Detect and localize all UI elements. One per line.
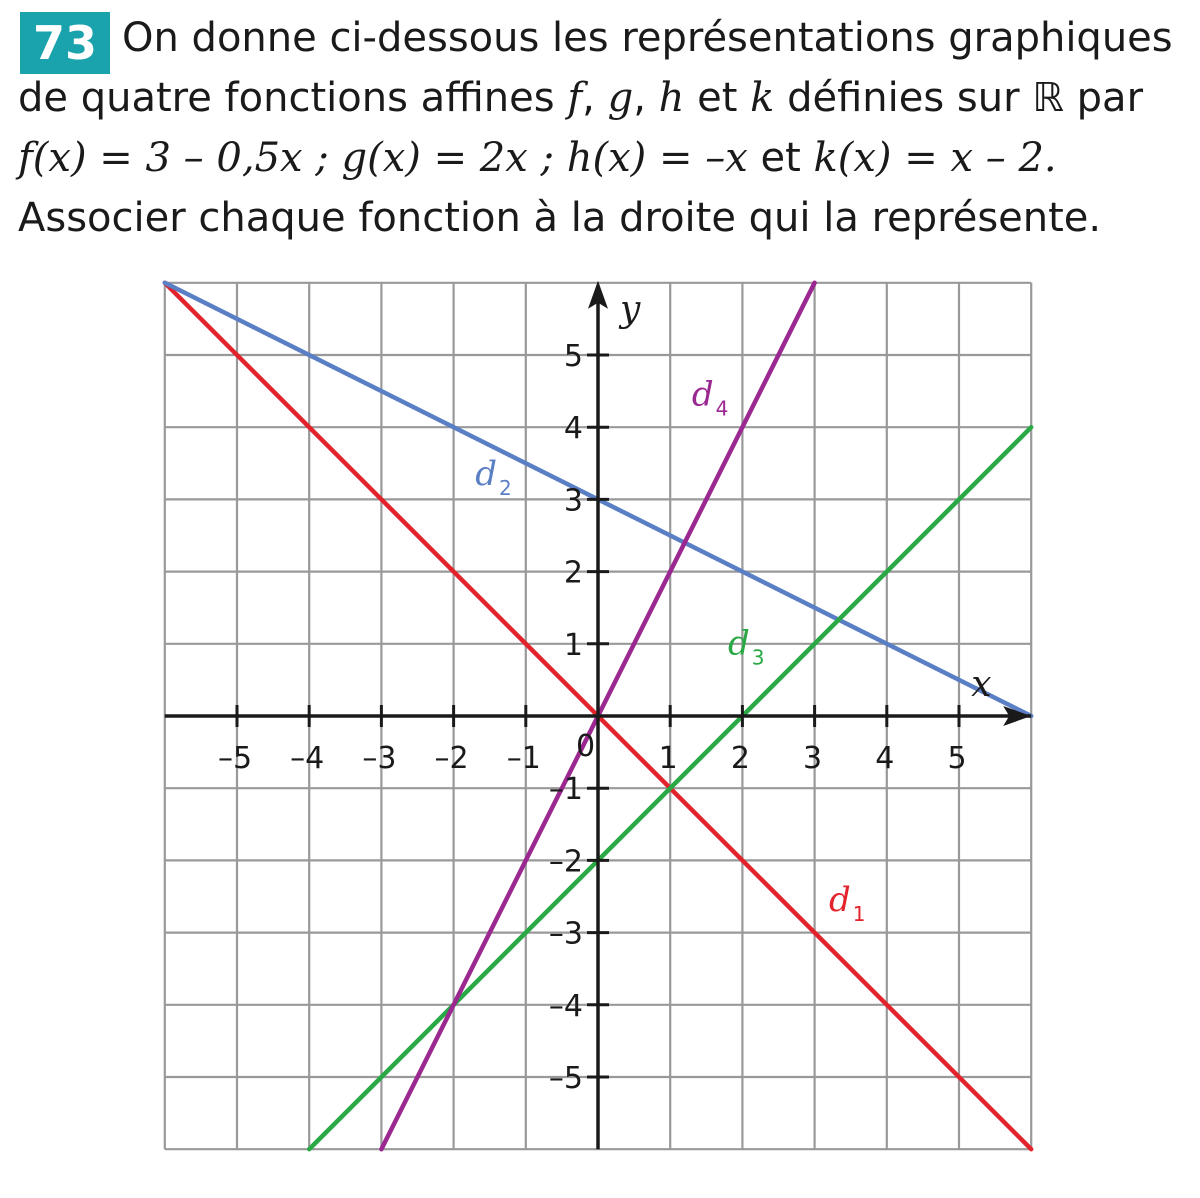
y-tick-label: –4 (548, 988, 583, 1024)
formula-f: f(x) = 3 – 0,5x ; (18, 135, 329, 181)
line-label-d3 (728, 624, 765, 670)
x-tick-label: –4 (290, 741, 325, 776)
exercise-statement: On donne ci-dessous les représentations graphiques de quatre fonctions affines f, g, h et k définies sur ℝ par f(x) = 3 – 0,5x ; g(x) = 2x ; h(x) = –x et k(x) = x – 2. Associer chaque fonction à la droite qui la représente. (18, 15, 1173, 241)
y-tick-label: 4 (563, 411, 583, 447)
formula-k: k(x) = x – 2. (813, 135, 1057, 181)
y-tick-label: –5 (548, 1061, 583, 1096)
y-tick-label: 5 (563, 339, 583, 374)
y-tick-label: –3 (548, 916, 583, 952)
line-label-d2-index: 2 (499, 475, 512, 500)
x-tick-label: 4 (875, 741, 895, 776)
x-tick-label: 1 (658, 741, 678, 776)
exercise-number-badge: 73 (20, 12, 110, 74)
x-tick-label: 5 (947, 741, 967, 776)
y-tick-label: –1 (548, 772, 583, 808)
statement-line-3-and: et (760, 135, 801, 181)
formula-h: h(x) = –x (566, 135, 748, 181)
x-axis-label: x (971, 664, 992, 705)
line-label-d3-index: 3 (751, 645, 765, 670)
x-tick-label: –3 (362, 741, 397, 776)
statement-line-2-prefix: de quatre fonctions affines (18, 75, 555, 121)
y-tick-label: –2 (548, 844, 583, 880)
statement-line-2-and: et (697, 75, 738, 121)
line-label-d1 (829, 880, 866, 926)
formula-g: g(x) = 2x ; (341, 135, 555, 181)
y-tick-label: 2 (563, 555, 583, 591)
line-label-d4-letter: d (691, 374, 714, 415)
line-label-d2 (475, 454, 512, 500)
line-label-d2-letter: d (475, 453, 498, 494)
statement-line-2-suffix: définies sur ℝ par (787, 75, 1144, 121)
line-label-d4-index: 4 (715, 396, 729, 421)
x-tick-label: 3 (803, 741, 823, 776)
line-label-d4 (692, 375, 729, 421)
x-tick-label: –1 (506, 741, 541, 776)
statement-line-4: Associer chaque fonction à la droite qui la représente. (18, 195, 1102, 241)
line-label-d3-letter: d (727, 623, 750, 664)
function-name-k: k (750, 75, 775, 121)
line-label-d1-letter: d (829, 879, 851, 920)
function-name-f: f (567, 75, 583, 121)
statement-line-1: On donne ci-dessous les représentations graphiques (122, 15, 1173, 61)
x-tick-label: 2 (730, 741, 750, 776)
y-tick-label: 3 (563, 483, 583, 519)
y-axis-label: y (620, 288, 641, 330)
axis-labels (218, 289, 992, 1096)
line-label-d1-index: 1 (852, 901, 866, 926)
x-tick-label: –5 (217, 741, 253, 776)
function-name-h: h (658, 75, 685, 121)
x-tick-label: –2 (434, 741, 469, 776)
y-tick-label: 1 (563, 627, 583, 663)
function-name-g: g (607, 75, 634, 121)
origin-label: 0 (576, 729, 596, 764)
